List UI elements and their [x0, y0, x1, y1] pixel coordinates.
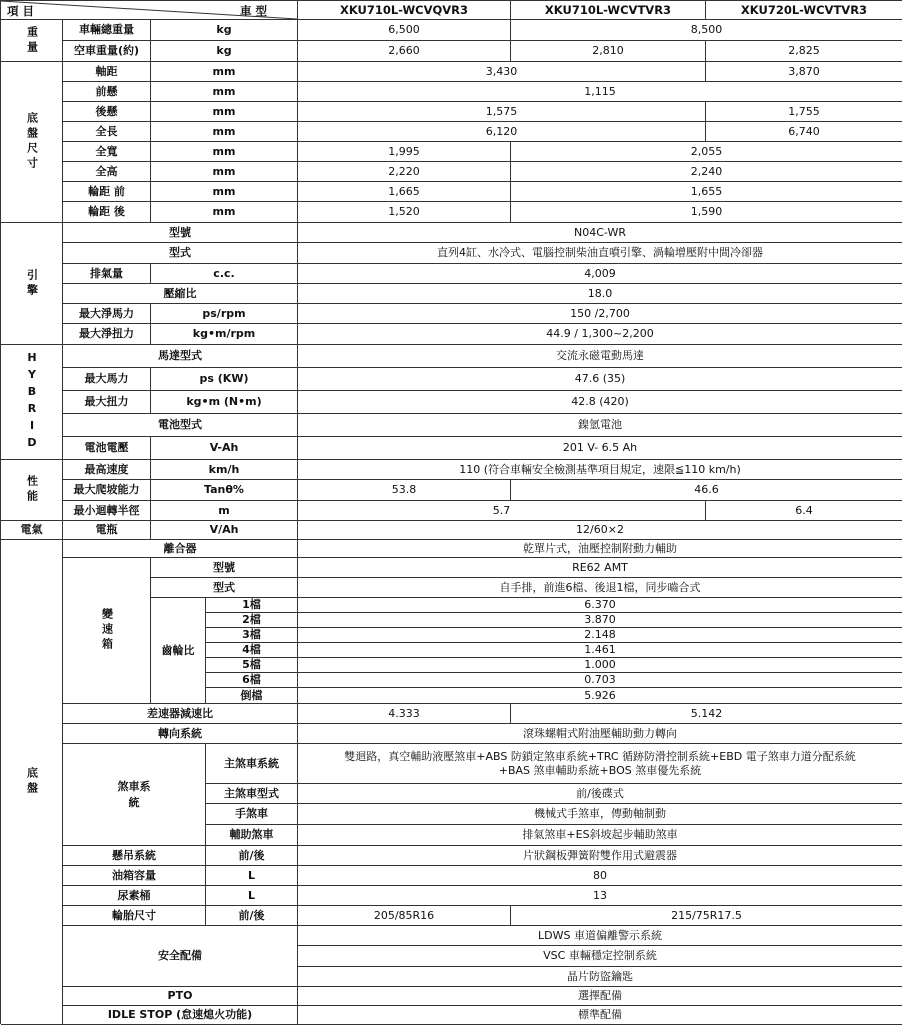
battery-value: 12/60×2 — [298, 521, 902, 540]
aux-brake-value: 排氣煞車+ES斜坡起步輔助煞車 — [298, 825, 902, 846]
gvw-label: 車輛總重量 — [63, 20, 151, 41]
main-brake-line2: +BAS 煞車輔助系統+BOS 煞車優先系統 — [498, 763, 702, 777]
rear_oh-unit: mm — [151, 102, 298, 122]
gear-value-3: 2.148 — [298, 628, 902, 643]
header-model-label: 車 型 — [239, 4, 267, 18]
height-value-1: 2,220 — [298, 162, 511, 182]
battery_type-value: 鎳氫電池 — [298, 414, 902, 437]
height-label: 全高 — [63, 162, 151, 182]
gear-value-4: 1.461 — [298, 643, 902, 658]
header-item-model — [1, 1, 298, 20]
engine_model-value: N04C-WR — [298, 223, 902, 243]
curb-value-2: 2,810 — [511, 41, 706, 62]
group-transmission-text: 變速箱 — [100, 608, 114, 653]
max_power-value: 150 /2,700 — [298, 304, 902, 324]
diff-value-1: 4.333 — [298, 704, 511, 724]
motor_power-value: 47.6 (35) — [298, 368, 902, 391]
pto-label: PTO — [63, 987, 298, 1006]
width-label: 全寬 — [63, 142, 151, 162]
group-electric: 電氣 — [1, 521, 63, 540]
header-item-label: 項 目 — [7, 4, 35, 18]
track_r-value-23: 1,590 — [511, 202, 902, 223]
main-brake-value — [298, 744, 902, 784]
group-chassis — [1, 540, 63, 1025]
top_speed-label: 最高速度 — [63, 460, 151, 480]
battery_voltage-unit: V-Ah — [151, 437, 298, 460]
wheelbase-unit: mm — [151, 62, 298, 82]
safety-label: 安全配備 — [63, 926, 298, 987]
group-performance-text: 性能 — [25, 475, 39, 505]
top_speed-unit: km/h — [151, 460, 298, 480]
gear-value-1: 6.370 — [298, 598, 902, 613]
hand-brake-label: 手煞車 — [206, 804, 298, 825]
group-engine-text: 引擎 — [25, 268, 39, 299]
main-brake-type-value: 前/後碟式 — [298, 784, 902, 804]
diff-label: 差速器減速比 — [63, 704, 298, 724]
gear-value-2: 3.870 — [298, 613, 902, 628]
gear-label-4: 4檔 — [206, 643, 298, 658]
safety-item-3: 晶片防盜鑰匙 — [298, 967, 902, 987]
clutch-label: 離合器 — [63, 540, 298, 558]
group-weight — [1, 20, 63, 62]
wheelbase-value-3: 3,870 — [706, 62, 902, 82]
gear-value-5: 1.000 — [298, 658, 902, 673]
main-brake-type-label: 主煞車型式 — [206, 784, 298, 804]
gear-label-1: 1檔 — [206, 598, 298, 613]
group-performance — [1, 460, 63, 521]
battery_voltage-value: 201 V- 6.5 Ah — [298, 437, 902, 460]
track_r-unit: mm — [151, 202, 298, 223]
compression-label: 壓縮比 — [63, 284, 298, 304]
length-value-12: 6,120 — [298, 122, 706, 142]
group-brake-text: 煞車系統 — [117, 779, 151, 809]
suspension-unit: 前/後 — [206, 846, 298, 866]
turning-value-3: 6.4 — [706, 501, 902, 521]
tire-unit: 前/後 — [206, 906, 298, 926]
model-2: XKU710L-WCVTVR3 — [511, 1, 706, 20]
battery-unit: V/Ah — [151, 521, 298, 540]
curb-value-1: 2,660 — [298, 41, 511, 62]
turning-value-12: 5.7 — [298, 501, 706, 521]
displacement-value: 4,009 — [298, 264, 902, 284]
group-chassis-text: 底盤 — [25, 767, 39, 797]
curb-unit: kg — [151, 41, 298, 62]
pto-value: 選擇配備 — [298, 987, 902, 1006]
suspension-label: 懸吊系統 — [63, 846, 206, 866]
fuel_tank-value: 80 — [298, 866, 902, 886]
front_oh-label: 前懸 — [63, 82, 151, 102]
length-label: 全長 — [63, 122, 151, 142]
urea-label: 尿素桶 — [63, 886, 206, 906]
length-unit: mm — [151, 122, 298, 142]
track_f-value-23: 1,655 — [511, 182, 902, 202]
track_r-label: 輪距 後 — [63, 202, 151, 223]
idle_stop-value: 標準配備 — [298, 1006, 902, 1025]
compression-value: 18.0 — [298, 284, 902, 304]
fuel_tank-label: 油箱容量 — [63, 866, 206, 886]
motor_torque-unit: kg•m (N•m) — [151, 391, 298, 414]
steering-value: 滾珠螺帽式附油壓輔助動力轉向 — [298, 724, 902, 744]
wheelbase-label: 軸距 — [63, 62, 151, 82]
gear-label-5: 5檔 — [206, 658, 298, 673]
aux-brake-label: 輔助煞車 — [206, 825, 298, 846]
main-brake-label: 主煞車系統 — [206, 744, 298, 784]
displacement-label: 排氣量 — [63, 264, 151, 284]
gradeability-label: 最大爬坡能力 — [63, 480, 151, 501]
wheelbase-value-12: 3,430 — [298, 62, 706, 82]
track_f-label: 輪距 前 — [63, 182, 151, 202]
motor_torque-label: 最大扭力 — [63, 391, 151, 414]
engine_model-label: 型號 — [63, 223, 298, 243]
motor_type-value: 交流永磁電動馬達 — [298, 345, 902, 368]
suspension-value: 片狀鋼板彈簧附雙作用式避震器 — [298, 846, 902, 866]
main-brake-line1: 雙迴路，真空輔助液壓煞車+ABS 防鎖定煞車系統+TRC 循跡防滑控制系統+EBD 電子煞車力道分配系統 — [344, 749, 856, 763]
height-unit: mm — [151, 162, 298, 182]
engine_type-value: 直列4缸、水冷式、電腦控制柴油直噴引擎、渦輪增壓附中間冷卻器 — [298, 243, 902, 264]
clutch-value: 乾單片式，油壓控制附動力輔助 — [298, 540, 902, 558]
gear-label-6: 6檔 — [206, 673, 298, 688]
length-value-3: 6,740 — [706, 122, 902, 142]
max_torque-unit: kg•m/rpm — [151, 324, 298, 345]
group-engine — [1, 223, 63, 345]
rear_oh-value-3: 1,755 — [706, 102, 902, 122]
height-value-23: 2,240 — [511, 162, 902, 182]
top_speed-value: 110 (符合車輛安全檢測基準項目規定，速限≦110 km/h) — [298, 460, 902, 480]
trans-model-label: 型號 — [151, 558, 298, 578]
gvw-value-1: 6,500 — [298, 20, 511, 41]
gear-label-3: 3檔 — [206, 628, 298, 643]
group-hybrid-text: HYBRID — [25, 351, 39, 453]
width-unit: mm — [151, 142, 298, 162]
gear-value-6: 0.703 — [298, 673, 902, 688]
displacement-unit: c.c. — [151, 264, 298, 284]
urea-value: 13 — [298, 886, 902, 906]
group-brake — [63, 744, 206, 846]
gvw-value-23: 8,500 — [511, 20, 902, 41]
max_torque-value: 44.9 / 1,300~2,200 — [298, 324, 902, 345]
group-weight-text: 重量 — [25, 25, 39, 56]
rear_oh-label: 後懸 — [63, 102, 151, 122]
gvw-unit: kg — [151, 20, 298, 41]
trans-type-label: 型式 — [151, 578, 298, 598]
rear_oh-value-12: 1,575 — [298, 102, 706, 122]
gear-label-2: 2檔 — [206, 613, 298, 628]
safety-item-1: LDWS 車道偏離警示系統 — [298, 926, 902, 946]
group-hybrid — [1, 345, 63, 460]
front_oh-unit: mm — [151, 82, 298, 102]
diff-value-23: 5.142 — [511, 704, 902, 724]
group-chassis-size — [1, 62, 63, 223]
curb-value-3: 2,825 — [706, 41, 902, 62]
battery_type-label: 電池型式 — [63, 414, 298, 437]
tire-value-1: 205/85R16 — [298, 906, 511, 926]
front_oh-value: 1,115 — [298, 82, 902, 102]
motor_torque-value: 42.8 (420) — [298, 391, 902, 414]
engine_type-label: 型式 — [63, 243, 298, 264]
trans-type-value: 自手排，前進6檔、後退1檔，同步嚙合式 — [298, 578, 902, 598]
idle_stop-label: IDLE STOP (怠速熄火功能) — [63, 1006, 298, 1025]
tire-value-23: 215/75R17.5 — [511, 906, 902, 926]
hand-brake-value: 機械式手煞車，傳動軸制動 — [298, 804, 902, 825]
track_f-unit: mm — [151, 182, 298, 202]
gradeability-value-1: 53.8 — [298, 480, 511, 501]
motor_type-label: 馬達型式 — [63, 345, 298, 368]
width-value-23: 2,055 — [511, 142, 902, 162]
gear-value-7: 5.926 — [298, 688, 902, 704]
safety-item-2: VSC 車輛穩定控制系統 — [298, 946, 902, 967]
steering-label: 轉向系統 — [63, 724, 298, 744]
max_power-label: 最大淨馬力 — [63, 304, 151, 324]
curb-label: 空車重量(約) — [63, 41, 151, 62]
track_r-value-1: 1,520 — [298, 202, 511, 223]
turning-label: 最小迴轉半徑 — [63, 501, 151, 521]
motor_power-unit: ps (KW) — [151, 368, 298, 391]
motor_power-label: 最大馬力 — [63, 368, 151, 391]
battery-label: 電瓶 — [63, 521, 151, 540]
fuel_tank-unit: L — [206, 866, 298, 886]
turning-unit: m — [151, 501, 298, 521]
gear-label-7: 倒檔 — [206, 688, 298, 704]
width-value-1: 1,995 — [298, 142, 511, 162]
group-chassis-size-text: 底盤尺寸 — [25, 112, 39, 172]
battery_voltage-label: 電池電壓 — [63, 437, 151, 460]
max_torque-label: 最大淨扭力 — [63, 324, 151, 345]
trans-model-value: RE62 AMT — [298, 558, 902, 578]
gradeability-value-23: 46.6 — [511, 480, 902, 501]
gradeability-unit: Tanθ% — [151, 480, 298, 501]
model-1: XKU710L-WCVQVR3 — [298, 1, 511, 20]
track_f-value-1: 1,665 — [298, 182, 511, 202]
group-transmission — [63, 558, 151, 704]
tire-label: 輪胎尺寸 — [63, 906, 206, 926]
model-3: XKU720L-WCVTVR3 — [706, 1, 902, 20]
urea-unit: L — [206, 886, 298, 906]
group-gear-ratio: 齒輪比 — [151, 598, 206, 704]
max_power-unit: ps/rpm — [151, 304, 298, 324]
